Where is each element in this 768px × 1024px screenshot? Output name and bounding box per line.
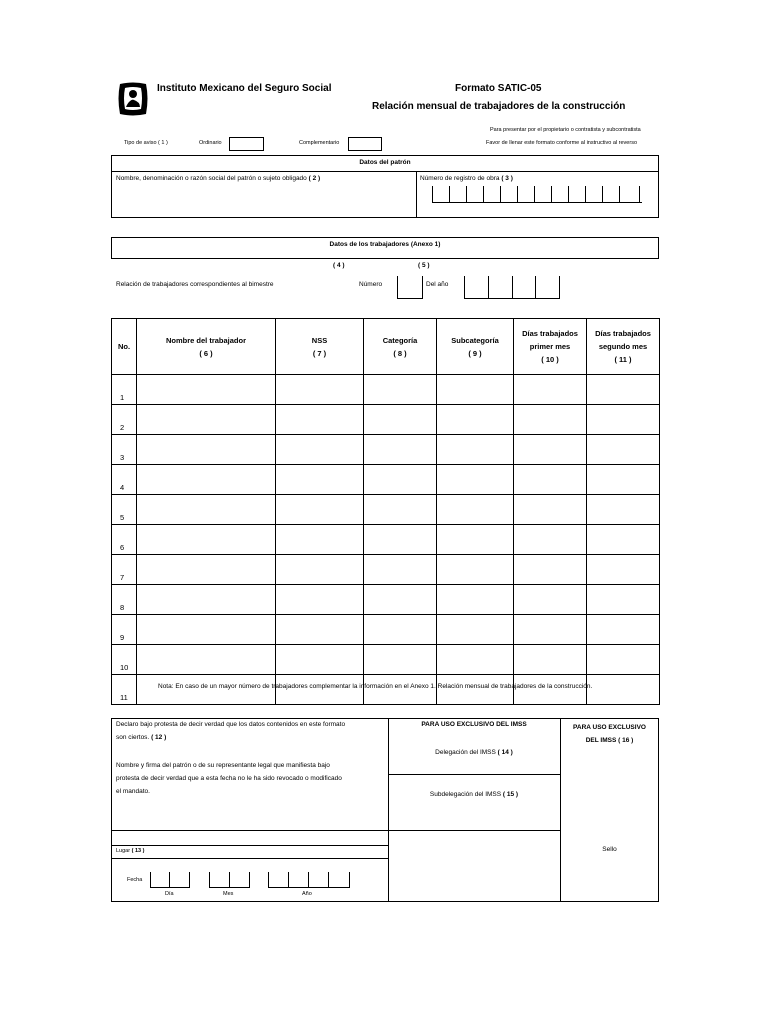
table-row xyxy=(112,405,660,435)
table-cell[interactable] xyxy=(137,435,276,465)
table-cell[interactable] xyxy=(514,555,587,585)
table-cell[interactable] xyxy=(587,375,660,405)
table-row xyxy=(112,375,660,405)
table-cell[interactable] xyxy=(587,585,660,615)
column-header-text: ( 6 ) xyxy=(199,348,213,358)
signature-text-1: Nombre y firma del patrón o de su representante legal que manifiesta bajo xyxy=(116,762,330,769)
column-header-text: ( 11 ) xyxy=(614,355,632,364)
table-cell[interactable] xyxy=(137,585,276,615)
fecha-mes-field[interactable] xyxy=(209,872,250,888)
table-cell[interactable] xyxy=(437,435,514,465)
table-cell[interactable] xyxy=(437,495,514,525)
column-header-text: Días trabajados xyxy=(595,329,651,338)
table-cell[interactable] xyxy=(514,405,587,435)
table-row xyxy=(112,555,660,585)
obra-label: Número de registro de obra ( 3 ) xyxy=(420,175,513,182)
imss-exclusive-title-right-1: PARA USO EXCLUSIVO xyxy=(573,724,646,731)
row-number: 1 xyxy=(112,375,137,405)
sello-label: Sello xyxy=(602,846,617,853)
table-cell[interactable] xyxy=(276,585,364,615)
table-cell[interactable] xyxy=(276,615,364,645)
dia-label: Día xyxy=(165,891,174,897)
table-cell[interactable] xyxy=(364,645,437,675)
table-cell[interactable] xyxy=(276,495,364,525)
mes-label: Mes xyxy=(223,891,234,897)
table-cell[interactable] xyxy=(514,465,587,495)
fecha-dia-field[interactable] xyxy=(150,872,190,888)
table-cell[interactable] xyxy=(137,405,276,435)
marker-4: ( 4 ) xyxy=(333,262,345,269)
instruction-presentar: Para presentar por el propietario o contratista y subcontratista xyxy=(490,127,641,133)
row-number: 2 xyxy=(112,405,137,435)
table-cell[interactable] xyxy=(437,615,514,645)
table-cell[interactable] xyxy=(587,675,660,705)
table-cell[interactable] xyxy=(276,405,364,435)
table-row xyxy=(112,435,660,465)
table-cell[interactable] xyxy=(137,375,276,405)
table-cell[interactable] xyxy=(437,375,514,405)
table-cell[interactable] xyxy=(514,615,587,645)
table-cell[interactable] xyxy=(276,555,364,585)
table-cell[interactable] xyxy=(276,465,364,495)
table-cell[interactable] xyxy=(137,495,276,525)
table-row xyxy=(112,465,660,495)
patron-section-title: Datos del patrón xyxy=(359,159,411,166)
table-cell[interactable] xyxy=(514,525,587,555)
anio-field[interactable] xyxy=(464,276,560,299)
table-cell[interactable] xyxy=(587,615,660,645)
aviso-label: Tipo de aviso ( 1 ) xyxy=(124,140,168,146)
row-number: 3 xyxy=(112,435,137,465)
delegacion-label: Delegación del IMSS ( 14 ) xyxy=(435,749,513,756)
table-cell[interactable] xyxy=(587,495,660,525)
row-number: 4 xyxy=(112,465,137,495)
column-header-4 xyxy=(437,319,514,375)
table-row xyxy=(112,615,660,645)
table-cell[interactable] xyxy=(514,585,587,615)
table-cell[interactable] xyxy=(514,375,587,405)
lugar-field[interactable] xyxy=(160,846,386,857)
table-cell[interactable] xyxy=(364,405,437,435)
patron-name-label: Nombre, denominación o razón social del patrón o sujeto obligado ( 2 ) xyxy=(116,175,321,182)
column-header-3 xyxy=(364,319,437,375)
table-cell[interactable] xyxy=(587,555,660,585)
format-code: Formato SATIC-05 xyxy=(455,83,542,94)
table-cell[interactable] xyxy=(514,495,587,525)
table-cell[interactable] xyxy=(137,555,276,585)
row-number: 6 xyxy=(112,525,137,555)
column-header-text: ( 7 ) xyxy=(312,348,327,358)
table-cell[interactable] xyxy=(276,375,364,405)
imss-logo-icon xyxy=(114,80,152,118)
table-cell[interactable] xyxy=(364,465,437,495)
table-cell[interactable] xyxy=(364,375,437,405)
patron-name-field[interactable] xyxy=(113,186,413,216)
column-header-text: Días trabajados xyxy=(522,329,578,338)
column-header-text: primer mes xyxy=(529,342,571,351)
bimestre-label: Relación de trabajadores correspondientes al bimestre xyxy=(116,281,274,288)
obra-number-field[interactable] xyxy=(432,186,642,203)
signature-text-2: protesta de decir verdad que a esta fecha no le ha sido revocado o modificado xyxy=(116,775,342,782)
table-cell[interactable] xyxy=(437,465,514,495)
table-cell[interactable] xyxy=(514,435,587,465)
column-header-text: Subcategoría xyxy=(451,335,499,345)
table-cell[interactable] xyxy=(137,465,276,495)
note-text: Nota: En caso de un mayor número de trabajadores complementar la información en el Anexo 1. Relación mensual de trabajadores de la construcción. xyxy=(158,683,593,690)
column-header-text: Categoría xyxy=(382,335,418,345)
row-number: 8 xyxy=(112,585,137,615)
table-row xyxy=(112,525,660,555)
table-cell[interactable] xyxy=(364,495,437,525)
row-number: 11 xyxy=(112,675,137,705)
table-cell[interactable] xyxy=(364,585,437,615)
table-cell[interactable] xyxy=(587,465,660,495)
table-cell[interactable] xyxy=(137,615,276,645)
column-header-text: No. xyxy=(117,342,131,351)
imss-exclusive-title-right-2: DEL IMSS ( 16 ) xyxy=(585,737,634,744)
column-header-6 xyxy=(587,319,660,375)
fecha-label: Fecha xyxy=(127,877,143,883)
table-cell[interactable] xyxy=(137,525,276,555)
anio-label: Del año xyxy=(426,281,449,288)
row-number: 5 xyxy=(112,495,137,525)
column-header-1 xyxy=(137,319,276,375)
column-header-text: ( 10 ) xyxy=(541,355,559,364)
table-cell[interactable] xyxy=(587,405,660,435)
column-header-text: ( 8 ) xyxy=(393,348,407,358)
table-cell[interactable] xyxy=(587,645,660,675)
row-number: 10 xyxy=(112,645,137,675)
anio-label-fecha: Año xyxy=(302,891,312,897)
institution-name: Instituto Mexicano del Seguro Social xyxy=(157,83,332,94)
table-cell[interactable] xyxy=(437,585,514,615)
column-header-5 xyxy=(514,319,587,375)
subdelegacion-label: Subdelegación del IMSS ( 15 ) xyxy=(429,791,519,798)
table-cell[interactable] xyxy=(364,555,437,585)
table-cell[interactable] xyxy=(137,645,276,675)
trabajadores-section-title: Datos de los trabajadores (Anexo 1) xyxy=(329,241,441,248)
signature-text-3: el mandato. xyxy=(116,788,150,795)
numero-label: Número xyxy=(359,281,383,288)
lugar-label: Lugar ( 13 ) xyxy=(116,848,145,854)
table-cell[interactable] xyxy=(437,645,514,675)
table-cell[interactable] xyxy=(437,405,514,435)
complementario-label: Complementario xyxy=(299,140,340,146)
imss-exclusive-title: PARA USO EXCLUSIVO DEL IMSS xyxy=(421,721,527,728)
table-cell[interactable] xyxy=(514,645,587,675)
column-header-text: Nombre del trabajador xyxy=(165,335,247,345)
table-row xyxy=(112,585,660,615)
table-cell[interactable] xyxy=(276,435,364,465)
table-cell[interactable] xyxy=(587,525,660,555)
declaration-text-1: Declaro bajo protesta de decir verdad que los datos contenidos en este formato xyxy=(116,721,346,728)
column-header-text: NSS xyxy=(311,335,328,345)
table-cell[interactable] xyxy=(276,525,364,555)
instruction-llenar: Favor de llenar este formato conforme al instructivo al reverso xyxy=(486,140,638,146)
table-cell[interactable] xyxy=(437,555,514,585)
column-header-text: ( 9 ) xyxy=(468,348,482,358)
table-row xyxy=(112,495,660,525)
table-row xyxy=(112,645,660,675)
column-header-text: segundo mes xyxy=(598,342,648,351)
declaration-text-2: son ciertos. ( 12 ) xyxy=(116,734,167,741)
row-number: 9 xyxy=(112,615,137,645)
table-cell[interactable] xyxy=(587,435,660,465)
ordinario-label: Ordinario xyxy=(199,140,222,146)
page-title: Relación mensual de trabajadores de la construcción xyxy=(372,101,626,112)
table-body xyxy=(112,375,660,705)
row-number: 7 xyxy=(112,555,137,585)
complementario-checkbox[interactable] xyxy=(348,137,382,151)
ordinario-checkbox[interactable] xyxy=(229,137,264,151)
table-cell[interactable] xyxy=(364,525,437,555)
column-header-2 xyxy=(276,319,364,375)
table-cell[interactable] xyxy=(364,435,437,465)
marker-5: ( 5 ) xyxy=(418,262,430,269)
table-cell[interactable] xyxy=(276,645,364,675)
workers-table xyxy=(111,318,660,705)
table-cell[interactable] xyxy=(437,525,514,555)
bimestre-number-field[interactable] xyxy=(397,276,423,299)
column-header-0 xyxy=(112,319,137,375)
fecha-anio-field[interactable] xyxy=(268,872,350,888)
signature-field[interactable] xyxy=(113,800,386,829)
table-header-row xyxy=(112,319,660,375)
table-cell[interactable] xyxy=(364,615,437,645)
